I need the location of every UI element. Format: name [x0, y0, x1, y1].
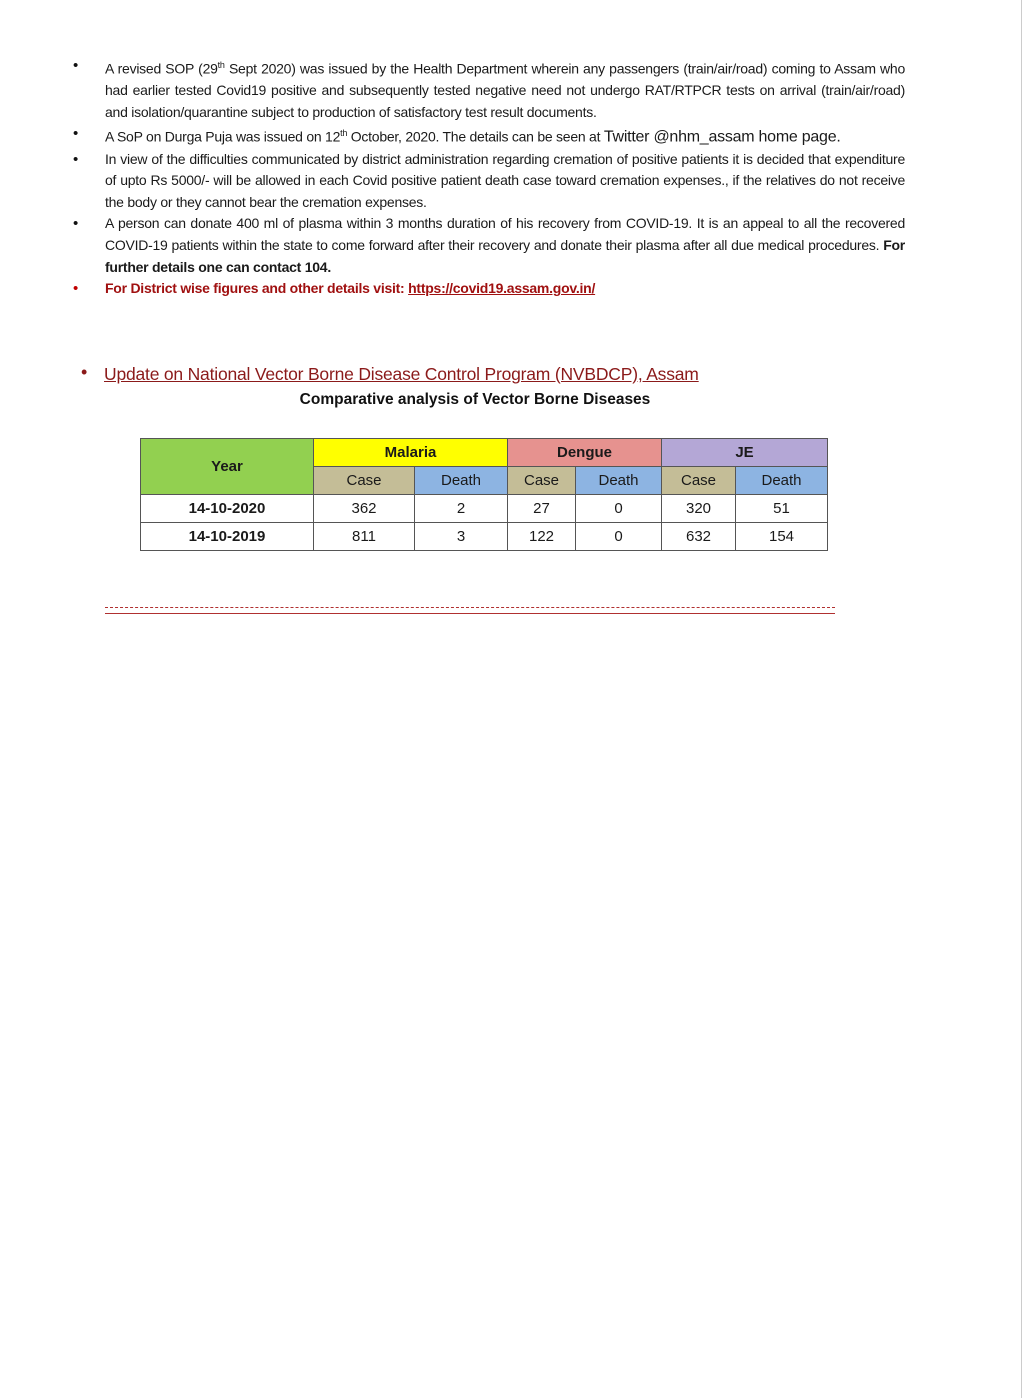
subheader-case: Case [314, 467, 415, 495]
text: Sept 2020) was issued by the Health Department wherein any passengers (train/air/road) coming to Assam who had earlier tested Covid19 positive and subsequently tested negative need not undergo RAT/RTPCR tests on arrival (train/air/road) and isolation/quarantine subject to production of satisfactory test result documents. [105, 60, 905, 120]
text: For District wise figures and other details visit: [105, 280, 409, 297]
cell: 0 [576, 495, 662, 523]
table-title: Comparative analysis of Vector Borne Diseases [299, 391, 651, 408]
cell: 632 [662, 523, 736, 551]
text: In view of the difficulties communicated by district administration regarding cremation of positive patients it is decided that expenditure of upto Rs 5000/- will be allowed in each Covid positive patient death case toward cremation expenses., if the relatives do not receive the body or they cannot bear the cremation expenses. [105, 150, 905, 210]
malaria-header: Malaria [314, 439, 508, 467]
page-edge [1021, 0, 1022, 1398]
superscript: th [217, 60, 225, 70]
subheader-death: Death [736, 467, 828, 495]
cell: 0 [576, 523, 662, 551]
dengue-header: Dengue [508, 439, 662, 467]
section-heading: Update on National Vector Borne Disease Control Program (NVBDCP), Assam [104, 364, 699, 384]
row-year: 14-10-2020 [141, 495, 314, 523]
row-year: 14-10-2019 [141, 523, 314, 551]
bullet-list [105, 55, 905, 300]
text: A revised SOP (29 [105, 60, 218, 77]
superscript: th [340, 128, 348, 139]
subheader-case: Case [508, 467, 576, 495]
contact-text: For further details one can contact 104. [105, 237, 905, 275]
bullet-revised-sop [105, 55, 905, 123]
vector-disease-table [140, 438, 828, 551]
text: A SoP on Durga Puja was issued on 12 [105, 129, 341, 146]
text: A person can donate 400 ml of plasma within 3 months duration of his recovery from COVID-19. It is an appeal to all the recovered COVID-19 patients within the state to come forward after their recovery and donate their plasma after all due medical procedures. [105, 215, 905, 254]
table-row [141, 523, 828, 551]
bullet-plasma [105, 213, 905, 278]
subheader-case: Case [662, 467, 736, 495]
cell: 3 [415, 523, 508, 551]
je-header: JE [662, 439, 828, 467]
cell: 154 [736, 523, 828, 551]
bullet-district-figures [105, 278, 905, 300]
cell: 27 [508, 495, 576, 523]
bullet-icon: • [81, 362, 88, 382]
cell: 2 [415, 495, 508, 523]
table-row [141, 495, 828, 523]
covid-site-link[interactable]: https://covid19.assam.gov.in/ [408, 280, 596, 297]
year-header: Year [141, 439, 314, 495]
text: October, 2020. The details can be seen at [347, 129, 604, 146]
bullet-cremation [105, 149, 905, 214]
cell: 362 [314, 495, 415, 523]
cell: 811 [314, 523, 415, 551]
subheader-death: Death [415, 467, 508, 495]
twitter-text: Twitter @nhm_assam home page. [603, 129, 841, 147]
divider-dashed [105, 607, 835, 608]
subheader-death: Death [576, 467, 662, 495]
cell: 122 [508, 523, 576, 551]
divider-solid [105, 613, 835, 614]
bullet-durga-puja [105, 123, 905, 148]
cell: 51 [736, 495, 828, 523]
cell: 320 [662, 495, 736, 523]
